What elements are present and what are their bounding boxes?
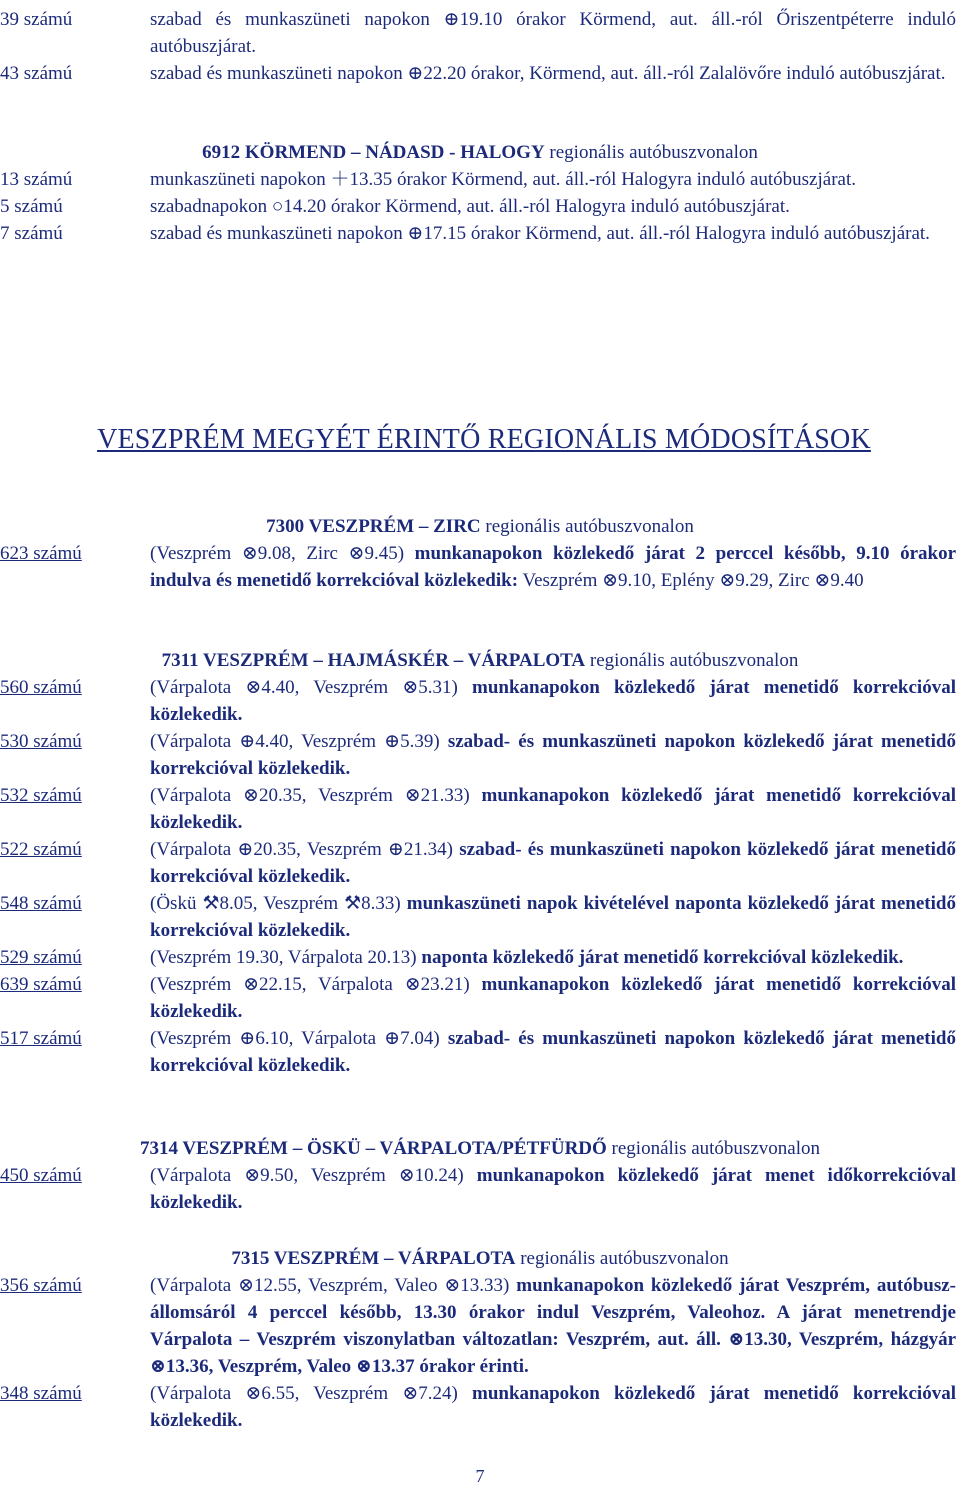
entry-number: 5 számú: [0, 196, 63, 217]
section-title: VESZPRÉM MEGYÉT ÉRINTŐ REGIONÁLIS MÓDOSÍTÁSOK: [97, 424, 871, 455]
entry-number: 522 számú: [0, 839, 82, 860]
page-number: 7: [475, 1466, 485, 1486]
route-header-7300: [0, 513, 960, 540]
entry-text: szabad és munkaszüneti napokon ⊕19.10 órakor Körmend, aut. áll.-ról Őriszentpéterre induló autóbuszjárat.: [150, 9, 956, 57]
entry-number: 450 számú: [0, 1165, 82, 1186]
entry-description: szabad- és munkaszüneti napokon közlekedő járat menetidő korrekcióval közlekedik.: [150, 1028, 956, 1076]
route-header-suffix: regionális autóbuszvonalon: [544, 142, 758, 163]
entry-13: [0, 166, 960, 193]
entry-text: szabadnapokon ○14.20 órakor Körmend, aut. áll.-ról Halogyra induló autóbuszjárat.: [150, 196, 790, 217]
entry-text: szabad és munkaszüneti napokon ⊕22.20 órakor, Körmend, aut. áll.-ról Zalalövőre induló autóbuszjárat.: [150, 63, 946, 84]
entry-39: [0, 6, 960, 60]
entry-number: 532 számú: [0, 785, 82, 806]
route-header-title: 7300 VESZPRÉM – ZIRC: [266, 516, 481, 537]
route-entry: [0, 890, 960, 944]
entry-43: [0, 60, 960, 87]
entry-times: (Várpalota ⊕20.35, Veszprém ⊕21.34): [150, 839, 460, 860]
entry-description: munkanapokon közlekedő járat 2 perccel később, 9.10 órakor indulva és menetidő korrekcióval közlekedik:: [150, 543, 956, 591]
entry-times: (Veszprém ⊗22.15, Várpalota ⊗23.21): [150, 974, 482, 995]
route-header-7311: [0, 647, 960, 674]
entry-number: 348 számú: [0, 1383, 82, 1404]
entry-times: (Várpalota ⊗12.55, Veszprém, Valeo ⊗13.33): [150, 1275, 517, 1296]
entry-number: 39 számú: [0, 9, 73, 30]
entry-times: (Veszprém ⊕6.10, Várpalota ⊕7.04): [150, 1028, 448, 1049]
route-entry: [0, 971, 960, 1025]
entry-times: (Veszprém 19.30, Várpalota 20.13): [150, 947, 422, 968]
entry-number: 356 számú: [0, 1275, 82, 1296]
route-entry: [0, 944, 960, 971]
route-header-6912: [0, 139, 960, 166]
entry-times: (Öskü ⚒8.05, Veszprém ⚒8.33): [150, 893, 407, 914]
route-header-suffix: regionális autóbuszvonalon: [515, 1248, 729, 1269]
route-entry: [0, 1380, 960, 1434]
entry-description: munkanapokon közlekedő járat menetidő korrekcióval közlekedik.: [150, 1383, 956, 1431]
entry-description: szabad- és munkaszüneti napokon közlekedő járat menetidő korrekcióval közlekedik.: [150, 731, 956, 779]
route-entry: [0, 728, 960, 782]
route-entry: [0, 1025, 960, 1079]
entry-times: (Várpalota ⊗9.50, Veszprém ⊗10.24): [150, 1165, 477, 1186]
route-header-suffix: regionális autóbuszvonalon: [606, 1138, 820, 1159]
route-entry: [0, 1162, 960, 1216]
route-header-suffix: regionális autóbuszvonalon: [585, 650, 799, 671]
entry-number: 560 számú: [0, 677, 82, 698]
entry-times: (Várpalota ⊗6.55, Veszprém ⊗7.24): [150, 1383, 473, 1404]
route-header-title: 7311 VESZPRÉM – HAJMÁSKÉR – VÁRPALOTA: [161, 650, 586, 671]
route-entry: [0, 674, 960, 728]
entry-description: munkanapokon közlekedő járat Veszprém, autóbusz-állomsáról 4 perccel később, 13.30 órakor indul Veszprém, Valeohoz. A járat menetrendje Várpalota – Veszprém viszonylatban változatlan: Veszprém, aut. áll. ⊗13.30, Veszprém, házgyár ⊗13.36, Veszprém, Valeo ⊗13.37 órakor érinti.: [150, 1275, 957, 1377]
entry-number: 530 számú: [0, 731, 82, 752]
entry-text: munkaszüneti napokon ＋13.35 órakor Körmend, aut. áll.-ról Halogyra induló autóbuszjárat.: [150, 169, 856, 190]
route-header-title: 7314 VESZPRÉM – ÖSKÜ – VÁRPALOTA/PÉTFÜRDŐ: [140, 1138, 607, 1159]
entry-description: munkaszüneti napok kivételével naponta közlekedő járat menetidő korrekcióval közlekedik.: [150, 893, 956, 941]
entry-times: (Várpalota ⊕4.40, Veszprém ⊕5.39): [150, 731, 448, 752]
entry-description: munkanapokon közlekedő járat menetidő korrekcióval közlekedik.: [150, 677, 956, 725]
entry-number: 43 számú: [0, 63, 73, 84]
route-entry: [0, 782, 960, 836]
route-header-title: 6912 KÖRMEND – NÁDASD - HALOGY: [202, 142, 545, 163]
entry-number: 529 számú: [0, 947, 82, 968]
route-header-title: 7315 VESZPRÉM – VÁRPALOTA: [231, 1248, 516, 1269]
entry-description: munkanapokon közlekedő járat menetidő korrekcióval közlekedik.: [150, 974, 956, 1022]
entry-number: 517 számú: [0, 1028, 82, 1049]
entry-number: 13 számú: [0, 169, 73, 190]
route-header-7314: [0, 1135, 960, 1162]
entry-times: (Várpalota ⊗20.35, Veszprém ⊗21.33): [150, 785, 482, 806]
entry-5: [0, 193, 960, 220]
entry-description: szabad- és munkaszüneti napokon közlekedő járat menetidő korrekcióval közlekedik.: [150, 839, 956, 887]
route-header-suffix: regionális autóbuszvonalon: [480, 516, 694, 537]
entry-times-new: Veszprém ⊗9.10, Eplény ⊗9.29, Zirc ⊗9.40: [518, 570, 864, 591]
entry-text: szabad és munkaszüneti napokon ⊕17.15 órakor Körmend, aut. áll.-ról Halogyra induló autóbuszjárat.: [150, 223, 930, 244]
entry-7: [0, 220, 960, 247]
entry-description: munkanapokon közlekedő járat menet időkorrekcióval közlekedik.: [150, 1165, 956, 1213]
entry-times: (Veszprém ⊗9.08, Zirc ⊗9.45): [150, 543, 415, 564]
entry-description: naponta közlekedő járat menetidő korrekcióval közlekedik.: [421, 947, 904, 968]
entry-number: 623 számú: [0, 543, 82, 564]
route-entry: [0, 1272, 960, 1380]
entry-number: 548 számú: [0, 893, 82, 914]
route-header-7315: [0, 1245, 960, 1272]
entry-description: munkanapokon közlekedő járat menetidő korrekcióval közlekedik.: [150, 785, 956, 833]
entry-times: (Várpalota ⊗4.40, Veszprém ⊗5.31): [150, 677, 473, 698]
entry-number: 639 számú: [0, 974, 82, 995]
entry-623: [0, 540, 960, 594]
route-entry: [0, 836, 960, 890]
entry-number: 7 számú: [0, 223, 63, 244]
